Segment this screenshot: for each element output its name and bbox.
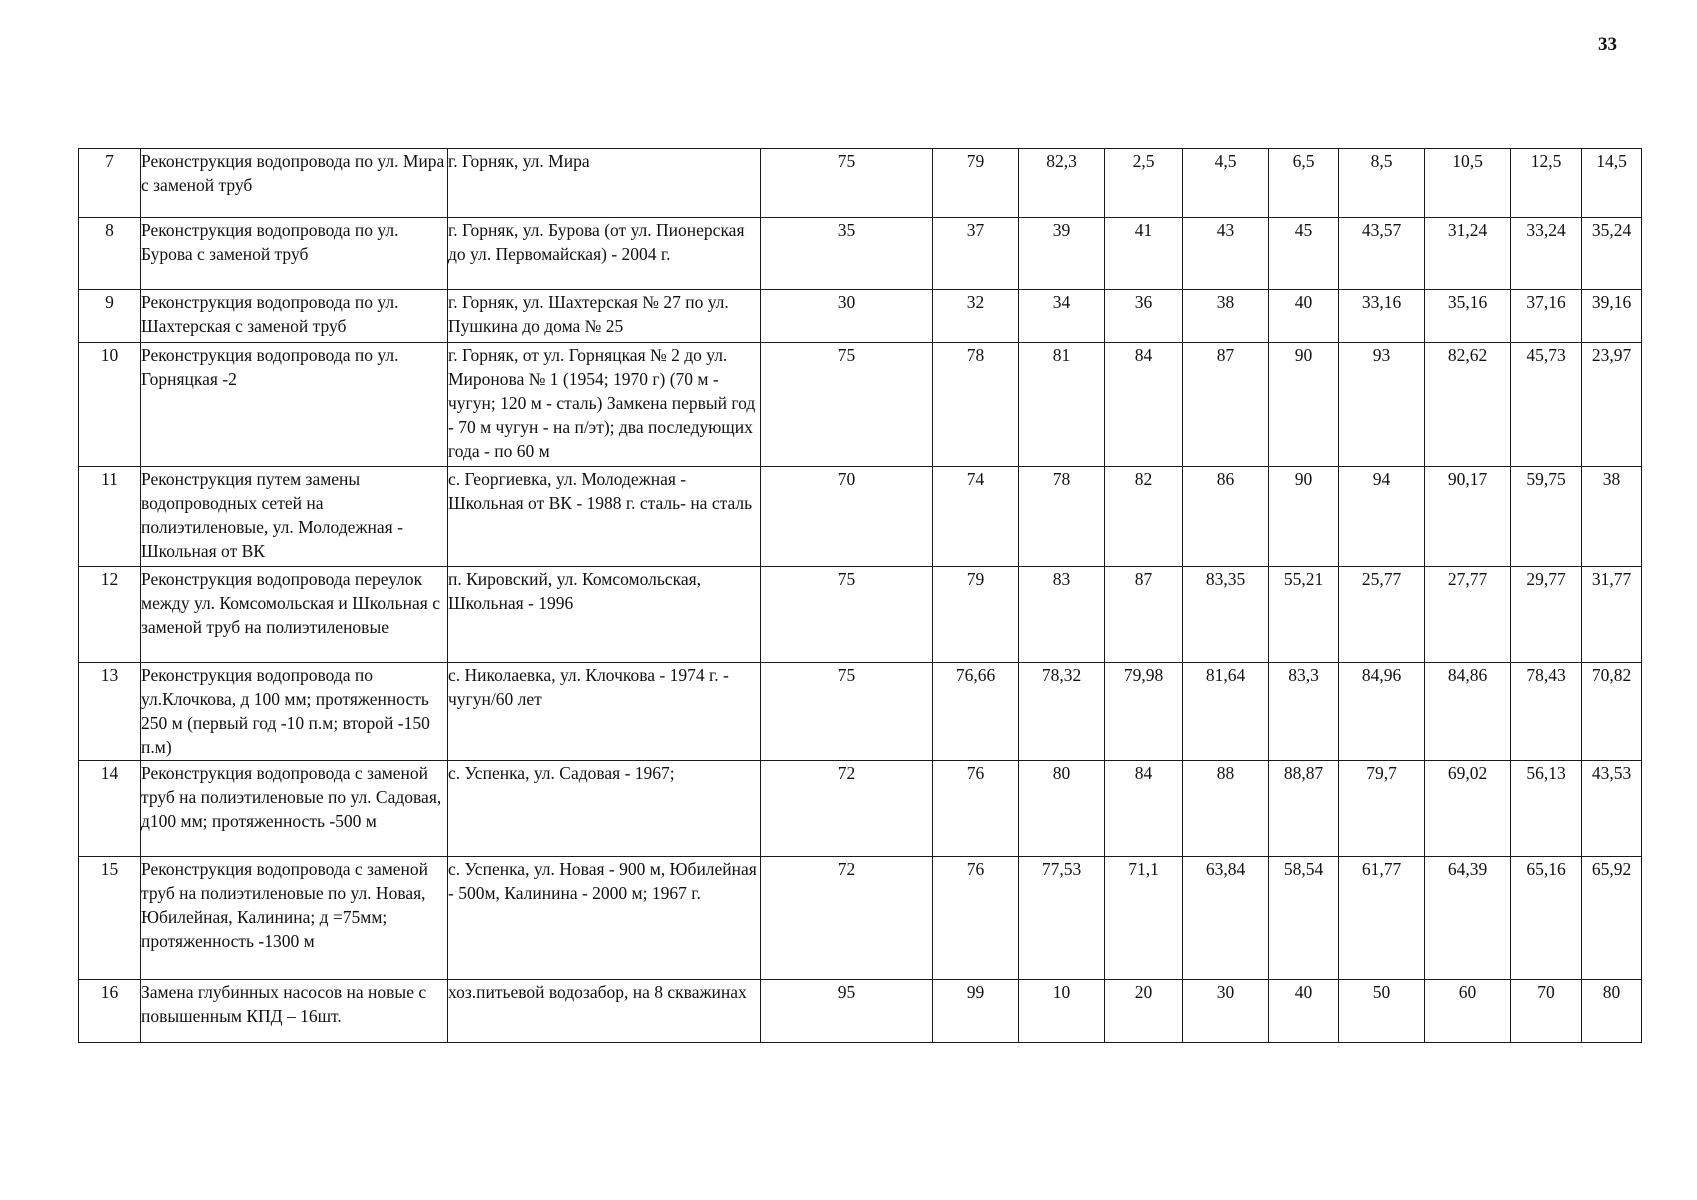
value-cell: 83,3 <box>1269 663 1339 761</box>
value-cell: 80 <box>1582 980 1642 1043</box>
table-body <box>79 149 1642 1043</box>
value-cell: 38 <box>1183 290 1269 343</box>
value-cell: 81 <box>1019 343 1105 467</box>
value-cell: 37,16 <box>1511 290 1582 343</box>
location-cell: п. Кировский, ул. Комсомольская, Школьная - 1996 <box>448 567 761 663</box>
work-name-cell: Реконструкция водопровода переулок между ул. Комсомольская и Школьная с заменой труб на полиэтиленовые <box>141 567 448 663</box>
value-cell: 36 <box>1105 290 1183 343</box>
value-cell: 35,24 <box>1582 218 1642 290</box>
value-cell: 76 <box>933 761 1019 857</box>
value-cell: 65,92 <box>1582 857 1642 980</box>
table-row <box>79 218 1642 290</box>
table-row <box>79 857 1642 980</box>
row-number: 16 <box>79 980 141 1043</box>
value-cell: 45 <box>1269 218 1339 290</box>
value-cell: 65,16 <box>1511 857 1582 980</box>
value-cell: 81,64 <box>1183 663 1269 761</box>
value-cell: 64,39 <box>1425 857 1511 980</box>
value-cell: 35,16 <box>1425 290 1511 343</box>
value-cell: 75 <box>761 663 933 761</box>
value-cell: 80 <box>1019 761 1105 857</box>
value-cell: 8,5 <box>1339 149 1425 218</box>
value-cell: 78,43 <box>1511 663 1582 761</box>
value-cell: 39 <box>1019 218 1105 290</box>
page-number: 33 <box>1598 34 1617 55</box>
value-cell: 59,75 <box>1511 467 1582 567</box>
value-cell: 50 <box>1339 980 1425 1043</box>
value-cell: 30 <box>1183 980 1269 1043</box>
value-cell: 79 <box>933 149 1019 218</box>
table-row <box>79 343 1642 467</box>
works-table <box>78 148 1642 1043</box>
value-cell: 82 <box>1105 467 1183 567</box>
value-cell: 88 <box>1183 761 1269 857</box>
value-cell: 71,1 <box>1105 857 1183 980</box>
value-cell: 79,98 <box>1105 663 1183 761</box>
work-name-cell: Реконструкция водопровода с заменой труб на полиэтиленовые по ул. Новая, Юбилейная, Калинина; д =75мм; протяженность -1300 м <box>141 857 448 980</box>
value-cell: 27,77 <box>1425 567 1511 663</box>
value-cell: 83 <box>1019 567 1105 663</box>
value-cell: 90 <box>1269 467 1339 567</box>
row-number: 15 <box>79 857 141 980</box>
value-cell: 75 <box>761 149 933 218</box>
value-cell: 84 <box>1105 761 1183 857</box>
value-cell: 90 <box>1269 343 1339 467</box>
row-number: 9 <box>79 290 141 343</box>
row-number: 11 <box>79 467 141 567</box>
work-name-cell: Реконструкция водопровода с заменой труб на полиэтиленовые по ул. Садовая, д100 мм; протяженность -500 м <box>141 761 448 857</box>
value-cell: 4,5 <box>1183 149 1269 218</box>
value-cell: 75 <box>761 567 933 663</box>
row-number: 8 <box>79 218 141 290</box>
value-cell: 95 <box>761 980 933 1043</box>
value-cell: 76,66 <box>933 663 1019 761</box>
value-cell: 31,24 <box>1425 218 1511 290</box>
value-cell: 35 <box>761 218 933 290</box>
table-row <box>79 567 1642 663</box>
location-cell: г. Горняк, ул. Шахтерская № 27 по ул. Пушкина до дома № 25 <box>448 290 761 343</box>
location-cell: г. Горняк, ул. Мира <box>448 149 761 218</box>
location-cell: с. Успенка, ул. Садовая - 1967; <box>448 761 761 857</box>
row-number: 14 <box>79 761 141 857</box>
table-row <box>79 663 1642 761</box>
value-cell: 70 <box>1511 980 1582 1043</box>
value-cell: 82,3 <box>1019 149 1105 218</box>
value-cell: 78 <box>1019 467 1105 567</box>
value-cell: 90,17 <box>1425 467 1511 567</box>
value-cell: 37 <box>933 218 1019 290</box>
value-cell: 77,53 <box>1019 857 1105 980</box>
table-row <box>79 761 1642 857</box>
value-cell: 29,77 <box>1511 567 1582 663</box>
value-cell: 86 <box>1183 467 1269 567</box>
location-cell: хоз.питьевой водозабор, на 8 скважинах <box>448 980 761 1043</box>
value-cell: 60 <box>1425 980 1511 1043</box>
row-number: 7 <box>79 149 141 218</box>
value-cell: 32 <box>933 290 1019 343</box>
value-cell: 55,21 <box>1269 567 1339 663</box>
value-cell: 79 <box>933 567 1019 663</box>
value-cell: 31,77 <box>1582 567 1642 663</box>
value-cell: 38 <box>1582 467 1642 567</box>
row-number: 10 <box>79 343 141 467</box>
value-cell: 99 <box>933 980 1019 1043</box>
value-cell: 93 <box>1339 343 1425 467</box>
value-cell: 34 <box>1019 290 1105 343</box>
value-cell: 72 <box>761 857 933 980</box>
value-cell: 70 <box>761 467 933 567</box>
value-cell: 33,16 <box>1339 290 1425 343</box>
value-cell: 82,62 <box>1425 343 1511 467</box>
value-cell: 2,5 <box>1105 149 1183 218</box>
value-cell: 74 <box>933 467 1019 567</box>
value-cell: 61,77 <box>1339 857 1425 980</box>
value-cell: 30 <box>761 290 933 343</box>
value-cell: 10 <box>1019 980 1105 1043</box>
value-cell: 56,13 <box>1511 761 1582 857</box>
value-cell: 69,02 <box>1425 761 1511 857</box>
work-name-cell: Реконструкция водопровода по ул. Бурова с заменой труб <box>141 218 448 290</box>
value-cell: 84 <box>1105 343 1183 467</box>
location-cell: с. Успенка, ул. Новая - 900 м, Юбилейная - 500м, Калинина - 2000 м; 1967 г. <box>448 857 761 980</box>
value-cell: 12,5 <box>1511 149 1582 218</box>
row-number: 13 <box>79 663 141 761</box>
value-cell: 70,82 <box>1582 663 1642 761</box>
value-cell: 43,57 <box>1339 218 1425 290</box>
value-cell: 84,96 <box>1339 663 1425 761</box>
work-name-cell: Реконструкция водопровода по ул. Горняцкая -2 <box>141 343 448 467</box>
row-number: 12 <box>79 567 141 663</box>
value-cell: 41 <box>1105 218 1183 290</box>
value-cell: 43,53 <box>1582 761 1642 857</box>
value-cell: 79,7 <box>1339 761 1425 857</box>
location-cell: г. Горняк, ул. Бурова (от ул. Пионерская до ул. Первомайская) - 2004 г. <box>448 218 761 290</box>
value-cell: 78 <box>933 343 1019 467</box>
work-name-cell: Реконструкция водопровода по ул.Клочкова, д 100 мм; протяженность 250 м (первый год -10 п.м; второй -150 п.м) <box>141 663 448 761</box>
location-cell: с. Георгиевка, ул. Молодежная - Школьная от ВК - 1988 г. сталь- на сталь <box>448 467 761 567</box>
value-cell: 6,5 <box>1269 149 1339 218</box>
value-cell: 20 <box>1105 980 1183 1043</box>
location-cell: г. Горняк, от ул. Горняцкая № 2 до ул. Миронова № 1 (1954; 1970 г) (70 м - чугун; 120 м - сталь) Замкена первый год - 70 м чугун - на п/эт); два последующих года - по 60 м <box>448 343 761 467</box>
value-cell: 25,77 <box>1339 567 1425 663</box>
value-cell: 40 <box>1269 290 1339 343</box>
value-cell: 10,5 <box>1425 149 1511 218</box>
value-cell: 87 <box>1183 343 1269 467</box>
table-row <box>79 149 1642 218</box>
work-name-cell: Замена глубинных насосов на новые с повышенным КПД – 16шт. <box>141 980 448 1043</box>
location-cell: с. Николаевка, ул. Клочкова - 1974 г. - чугун/60 лет <box>448 663 761 761</box>
work-name-cell: Реконструкция водопровода по ул. Мира с заменой труб <box>141 149 448 218</box>
value-cell: 40 <box>1269 980 1339 1043</box>
table-row <box>79 980 1642 1043</box>
value-cell: 76 <box>933 857 1019 980</box>
value-cell: 45,73 <box>1511 343 1582 467</box>
value-cell: 39,16 <box>1582 290 1642 343</box>
value-cell: 23,97 <box>1582 343 1642 467</box>
value-cell: 72 <box>761 761 933 857</box>
work-name-cell: Реконструкция водопровода по ул. Шахтерская с заменой труб <box>141 290 448 343</box>
value-cell: 33,24 <box>1511 218 1582 290</box>
value-cell: 43 <box>1183 218 1269 290</box>
value-cell: 14,5 <box>1582 149 1642 218</box>
value-cell: 78,32 <box>1019 663 1105 761</box>
value-cell: 63,84 <box>1183 857 1269 980</box>
value-cell: 84,86 <box>1425 663 1511 761</box>
table-row <box>79 290 1642 343</box>
value-cell: 83,35 <box>1183 567 1269 663</box>
work-name-cell: Реконструкция путем замены водопроводных сетей на полиэтиленовые, ул. Молодежная - Школьная от ВК <box>141 467 448 567</box>
value-cell: 75 <box>761 343 933 467</box>
value-cell: 94 <box>1339 467 1425 567</box>
table-row <box>79 467 1642 567</box>
value-cell: 87 <box>1105 567 1183 663</box>
value-cell: 58,54 <box>1269 857 1339 980</box>
value-cell: 88,87 <box>1269 761 1339 857</box>
